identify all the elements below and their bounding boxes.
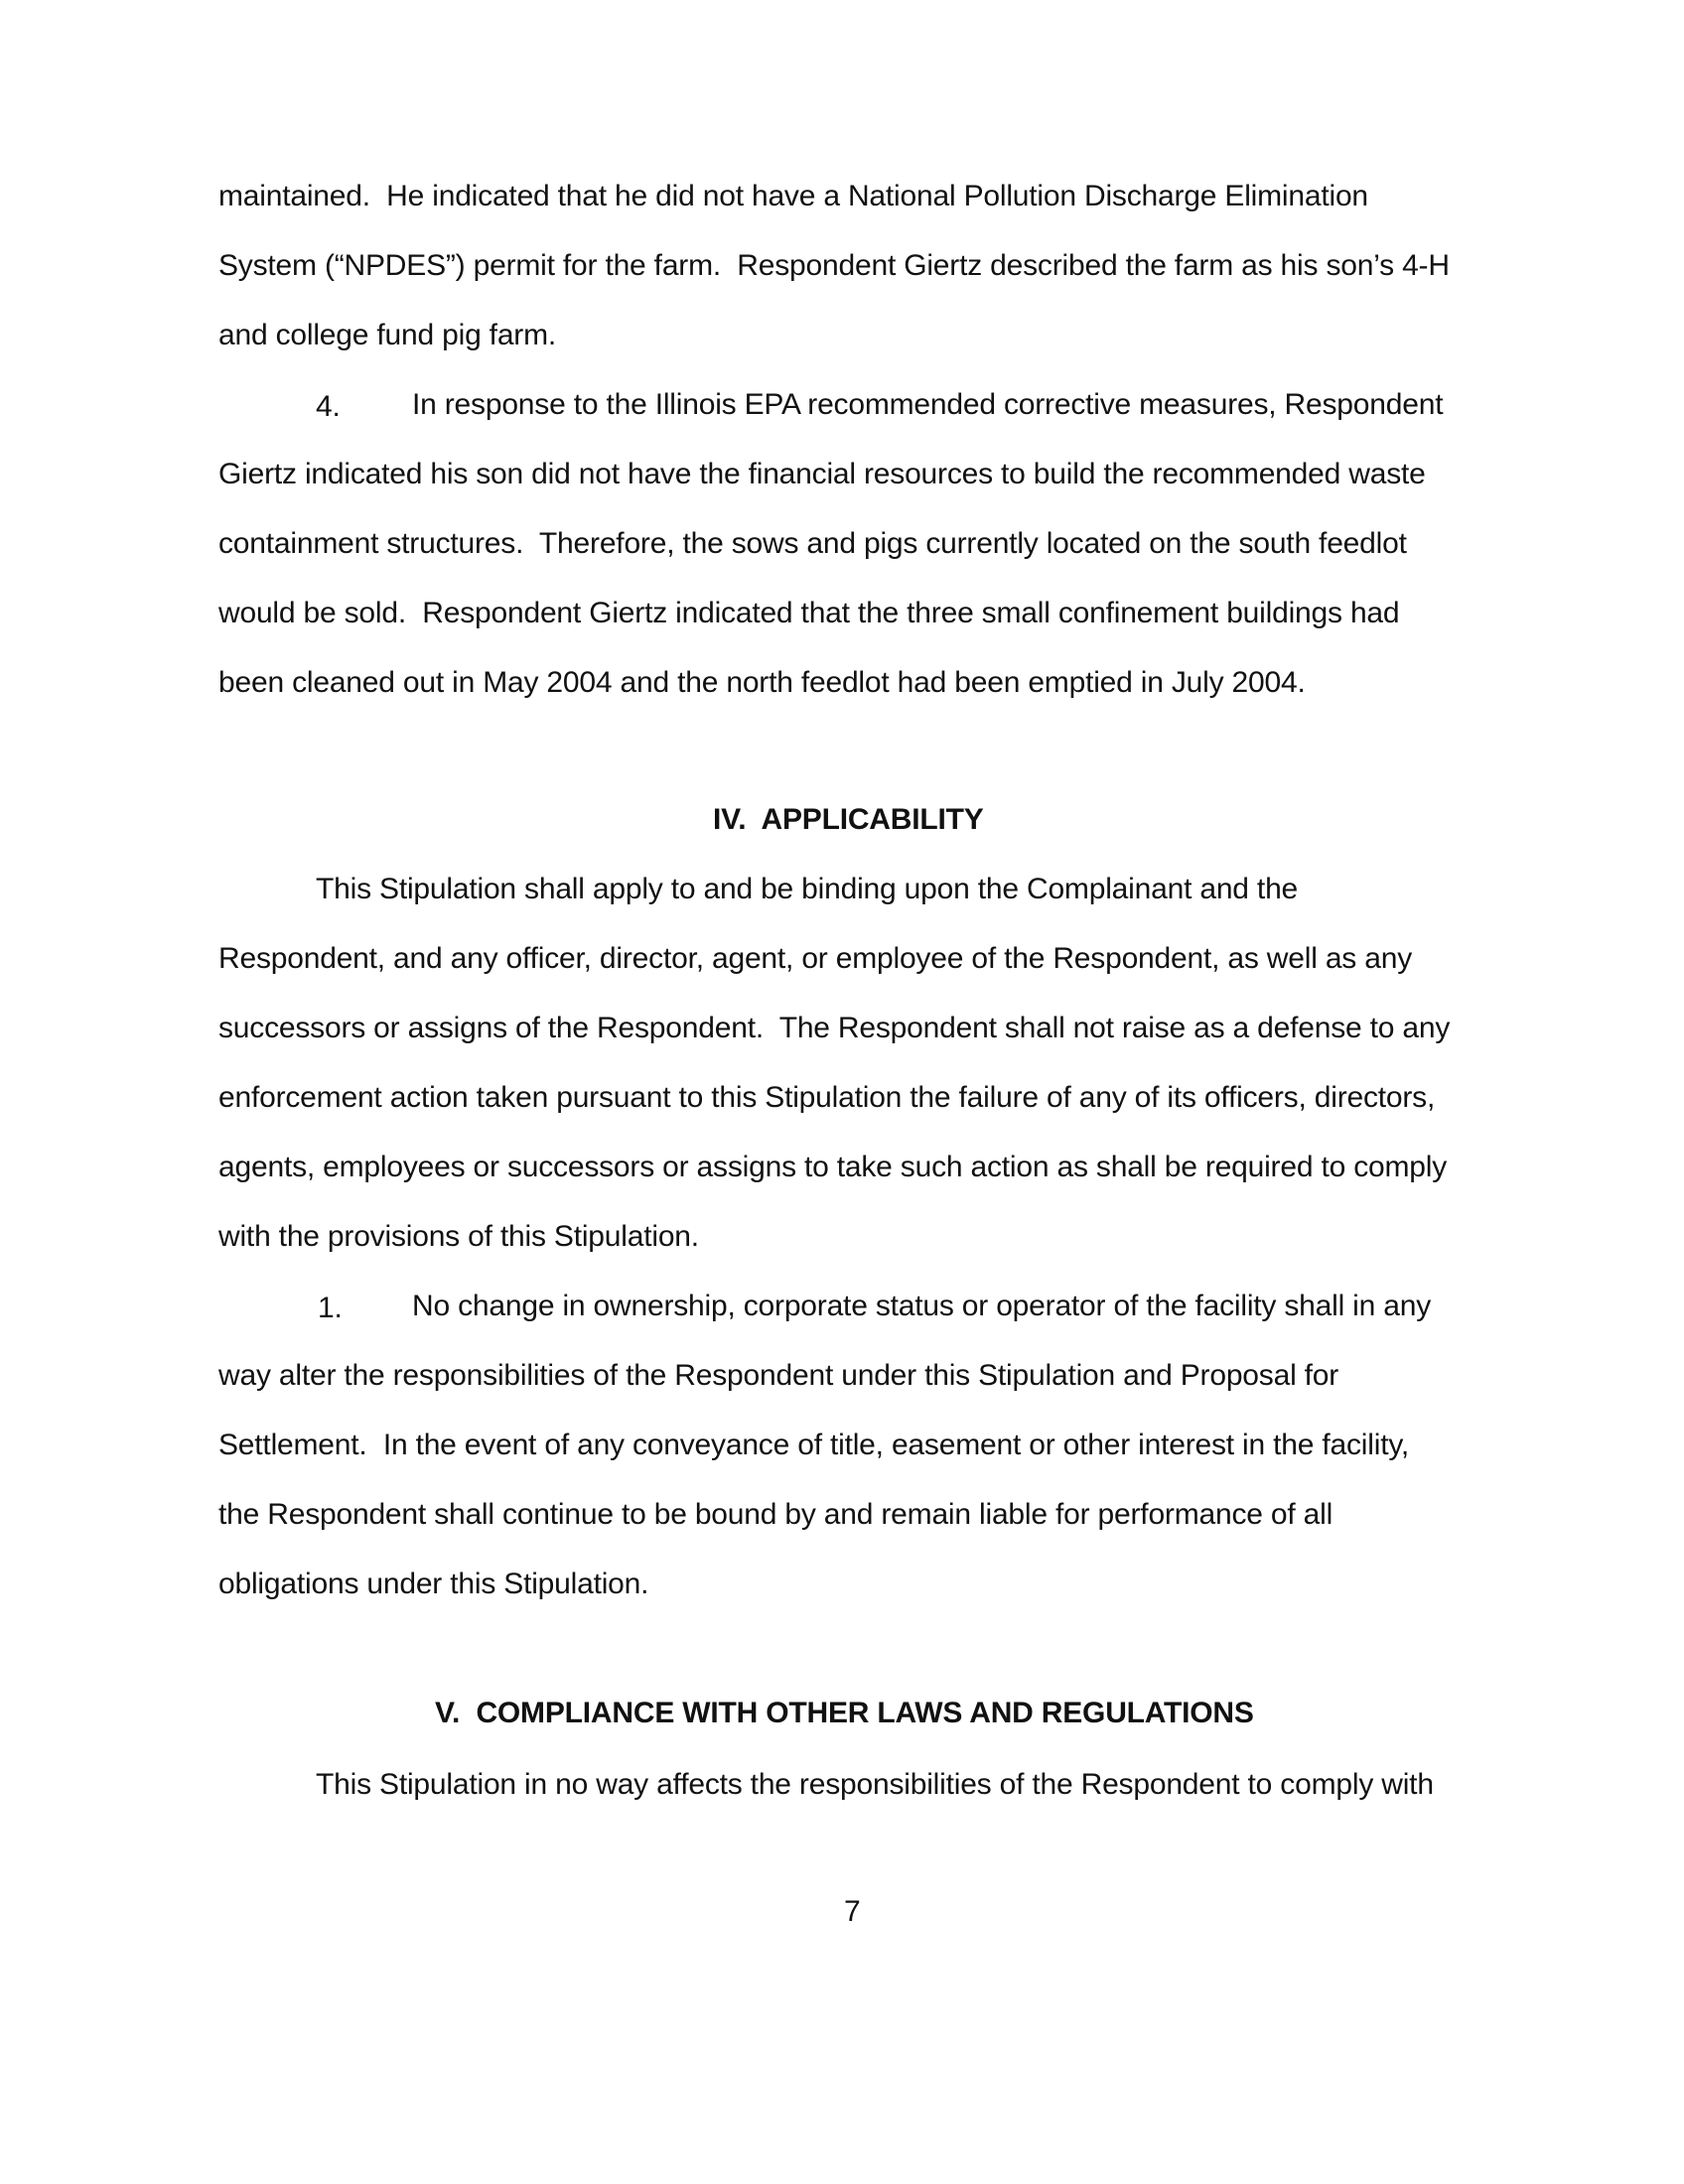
paragraph-1-line-1: maintained. He indicated that he did not have a National Pollution Discharge Elimination	[218, 180, 1368, 212]
paragraph-2-line-2: Giertz indicated his son did not have the financial resources to build the recommended waste	[218, 458, 1426, 490]
paragraph-1-line-3: and college fund pig farm.	[218, 319, 557, 351]
section-iv-paragraph-1-line-6: with the provisions of this Stipulation.	[218, 1220, 699, 1253]
section-iv-paragraph-2-line-5: obligations under this Stipulation.	[218, 1568, 649, 1600]
section-v-paragraph-1-line-1: This Stipulation in no way affects the responsibilities of the Respondent to comply with	[316, 1768, 1434, 1801]
page-number: 7	[844, 1895, 861, 1928]
section-iv-paragraph-1-line-5: agents, employees or successors or assigns to take such action as shall be required to comply	[218, 1151, 1448, 1183]
section-iv-paragraph-1-line-1: This Stipulation shall apply to and be binding upon the Complainant and the	[316, 873, 1299, 905]
section-iv-heading: IV. APPLICABILITY	[713, 803, 984, 836]
paragraph-2-line-1: In response to the Illinois EPA recommended corrective measures, Respondent	[412, 388, 1444, 421]
section-iv-paragraph-2-number: 1.	[318, 1292, 343, 1324]
section-iv-paragraph-2-line-1: No change in ownership, corporate status or operator of the facility shall in any	[412, 1290, 1432, 1322]
paragraph-2-line-5: been cleaned out in May 2004 and the north feedlot had been emptied in July 2004.	[218, 666, 1306, 699]
section-iv-paragraph-2-line-4: the Respondent shall continue to be bound by and remain liable for performance of all	[218, 1498, 1333, 1531]
paragraph-2-line-3: containment structures. Therefore, the sows and pigs currently located on the south feedlot	[218, 527, 1407, 560]
paragraph-1-line-2: System (“NPDES”) permit for the farm. Respondent Giertz described the farm as his son’s 4-H	[218, 249, 1450, 282]
section-iv-paragraph-1-line-2: Respondent, and any officer, director, agent, or employee of the Respondent, as well as any	[218, 942, 1413, 975]
section-iv-paragraph-1-line-3: successors or assigns of the Respondent. The Respondent shall not raise as a defense to any	[218, 1012, 1451, 1044]
section-v-heading: V. COMPLIANCE WITH OTHER LAWS AND REGULATIONS	[435, 1697, 1254, 1729]
paragraph-2-line-4: would be sold. Respondent Giertz indicated that the three small confinement buildings had	[218, 597, 1400, 629]
section-iv-paragraph-1-line-4: enforcement action taken pursuant to this Stipulation the failure of any of its officers, directors,	[218, 1081, 1436, 1114]
paragraph-2-number: 4.	[316, 390, 341, 423]
section-iv-paragraph-2-line-2: way alter the responsibilities of the Respondent under this Stipulation and Proposal for	[218, 1359, 1339, 1392]
section-iv-paragraph-2-line-3: Settlement. In the event of any conveyance of title, easement or other interest in the facility,	[218, 1429, 1410, 1461]
